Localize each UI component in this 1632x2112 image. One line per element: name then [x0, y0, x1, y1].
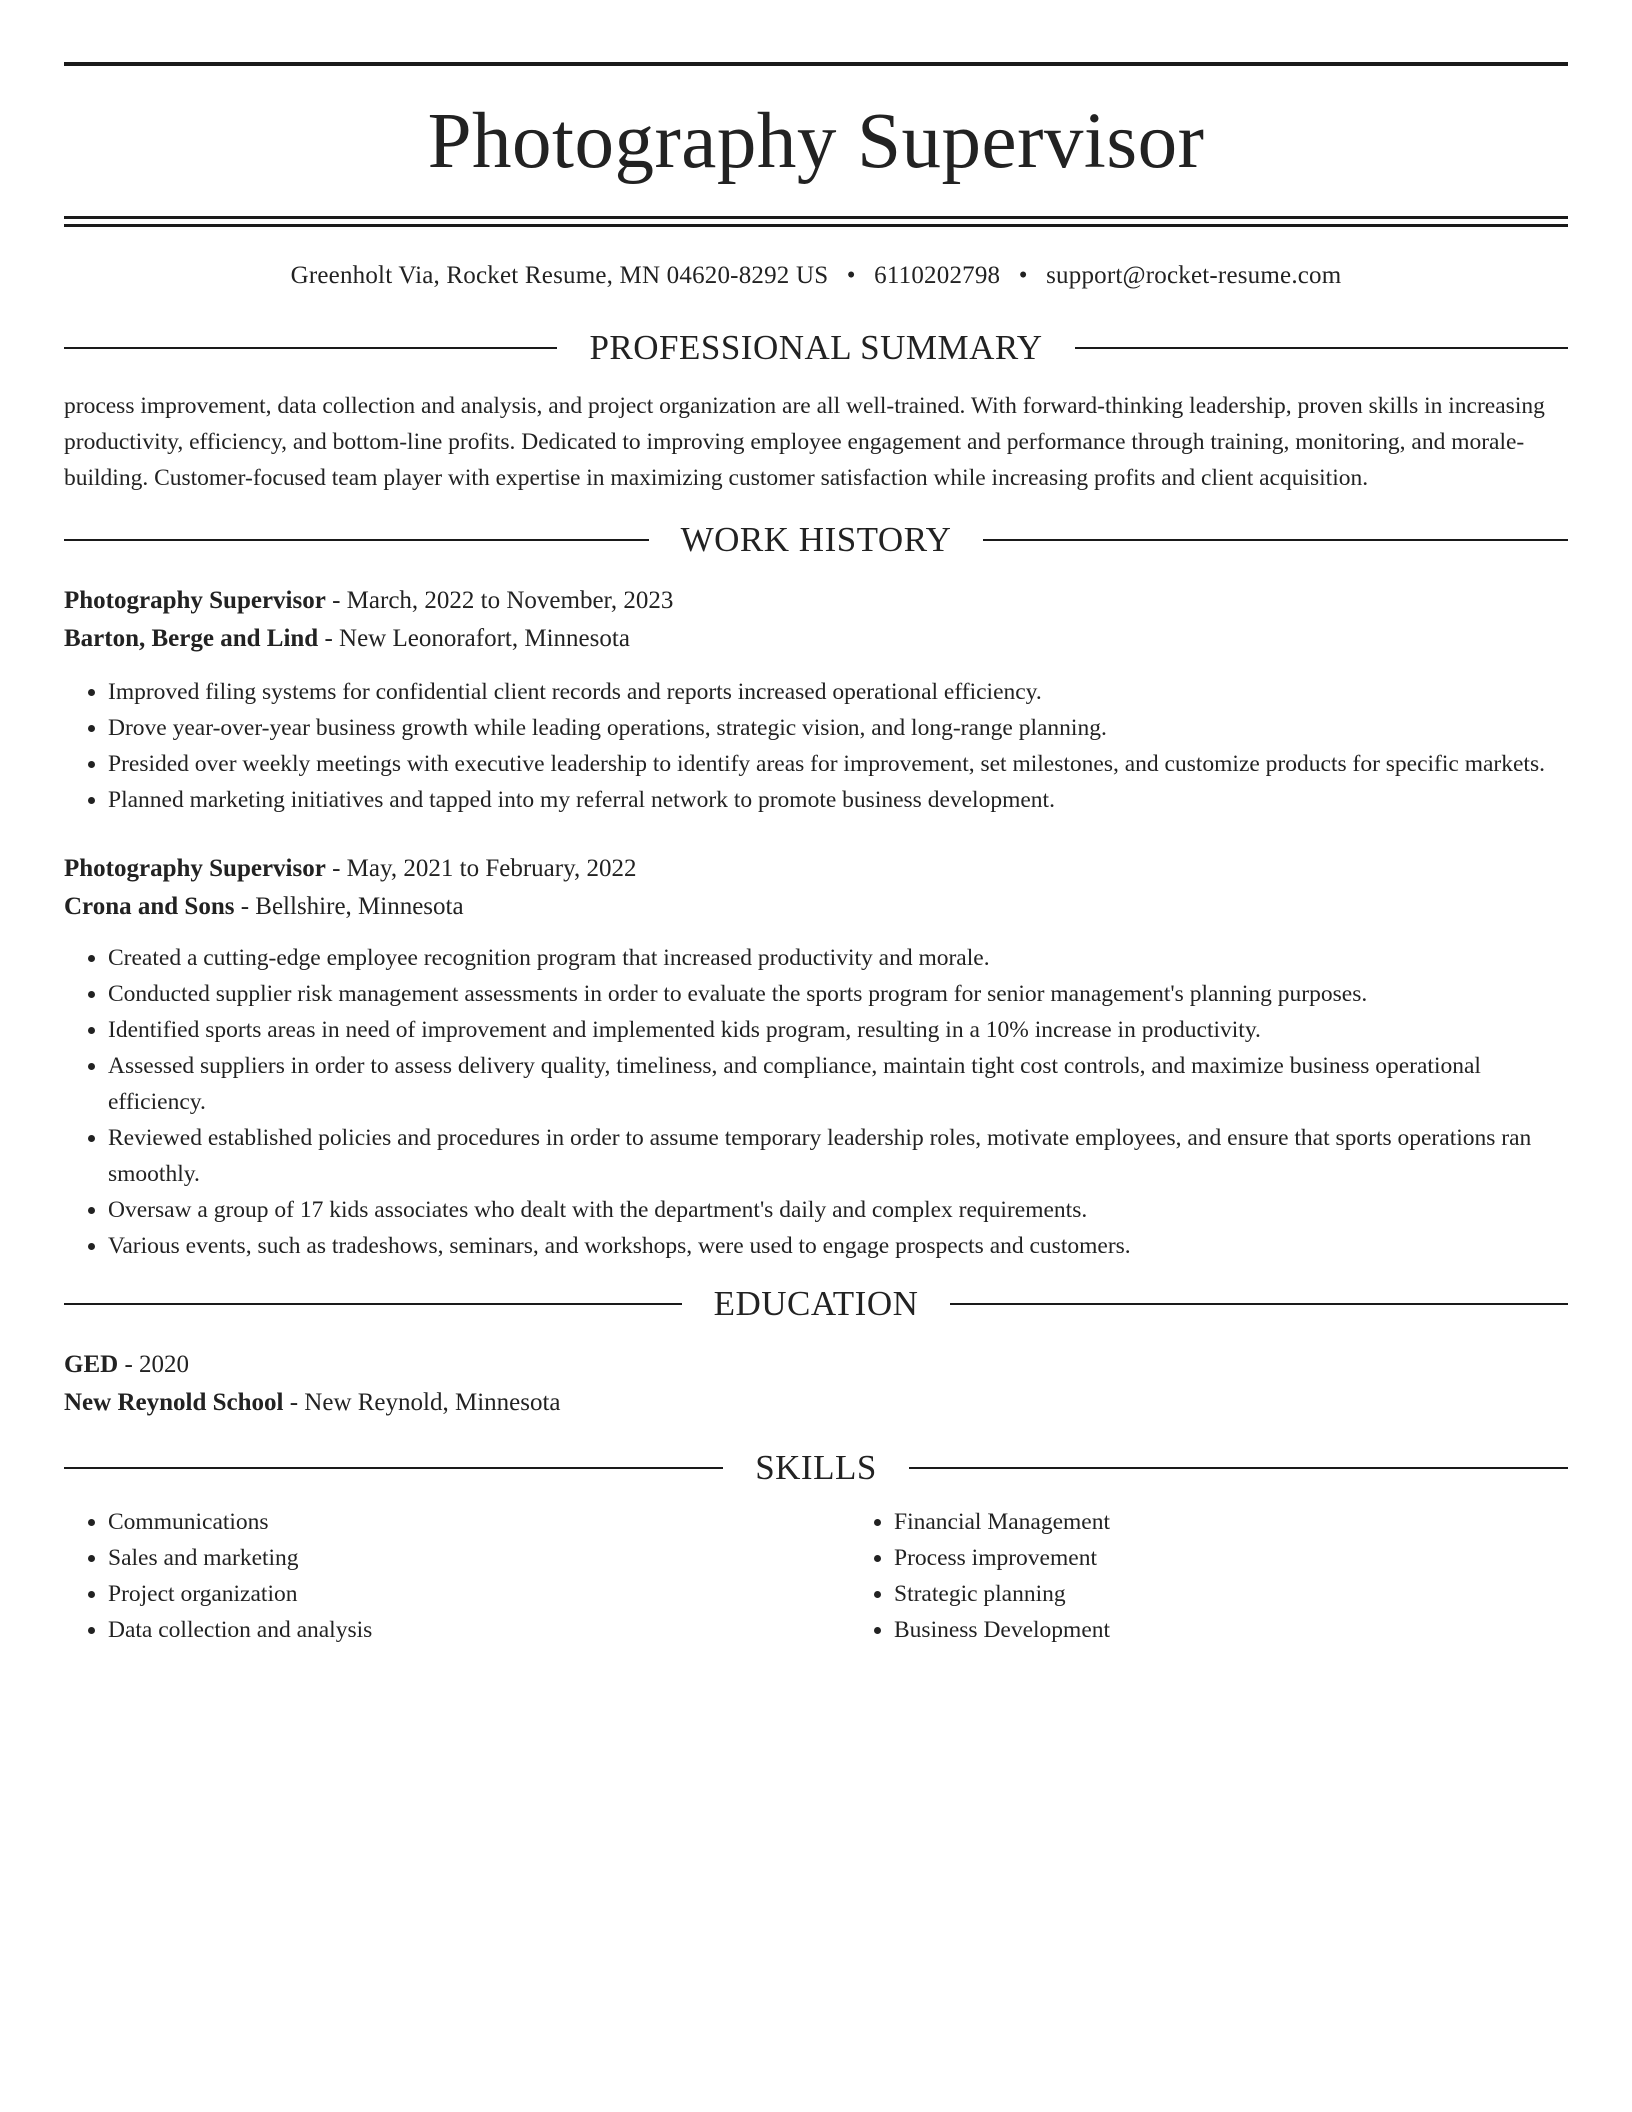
education-heading [64, 1282, 1568, 1326]
degree: GED [64, 1351, 119, 1378]
job-bullet: • Planned marketing initiatives and tapped into my referral network to promote business development. [108, 782, 1568, 818]
skill-item: • Project organization [108, 1576, 850, 1612]
heading-rule [64, 1467, 723, 1469]
heading-rule [64, 347, 557, 349]
heading-rule [950, 1303, 1568, 1305]
job-bullet: • Improved filing systems for confidential client records and reports increased operational efficiency. [108, 674, 1568, 710]
job-entry [64, 850, 1568, 1264]
job-title: Photography Supervisor [64, 587, 326, 614]
job-bullet: • Conducted supplier risk management assessments in order to evaluate the sports program for senior management's planning purposes. [108, 976, 1568, 1012]
education-entry [64, 1346, 1568, 1422]
contact-separator: • [846, 262, 856, 289]
skills-list-left [64, 1504, 850, 1648]
job-entry [64, 582, 1568, 818]
top-rule [64, 62, 1568, 66]
job-dates: - March, 2022 to November, 2023 [325, 587, 674, 614]
education-heading-label: EDUCATION [713, 1284, 919, 1323]
contact-phone: 6110202798 [874, 262, 1001, 289]
school-line [64, 1384, 1568, 1422]
heading-rule [64, 539, 649, 541]
job-bullets [64, 674, 1568, 818]
job-company-line [64, 620, 1568, 658]
resume-title: Photography Supervisor [427, 98, 1205, 185]
job-title: Photography Supervisor [64, 855, 326, 882]
work-history-heading-label: WORK HISTORY [680, 520, 952, 559]
skills-list-right [850, 1504, 1632, 1648]
skill-item: • Strategic planning [894, 1576, 1632, 1612]
skill-item: • Communications [108, 1504, 850, 1540]
heading-rule [64, 1303, 682, 1305]
degree-line [64, 1346, 1568, 1384]
title-double-rule [64, 216, 1568, 227]
summary-text: process improvement, data collection and analysis, and project organization are all well-trained. With forward-thinking leadership, proven skills in increasing productivity, efficiency, and bottom-line profits. Dedicated to improving employee engagement and performance through training, monitoring, and morale-building. Customer-focused team player with expertise in maximizing customer satisfaction while increasing profits and client acquisition. [64, 393, 1545, 491]
contact-separator: • [1018, 262, 1028, 289]
job-bullet: • Assessed suppliers in order to assess delivery quality, timeliness, and compliance, maintain tight cost controls, and maximize business operational efficiency. [108, 1048, 1568, 1120]
skill-item: • Sales and marketing [108, 1540, 850, 1576]
heading-rule [1075, 347, 1568, 349]
job-location: - New Leonorafort, Minnesota [318, 625, 630, 652]
skill-item: • Financial Management [894, 1504, 1632, 1540]
job-bullet: • Reviewed established policies and procedures in order to assume temporary leadership roles, motivate employees, and ensure that sports operations ran smoothly. [108, 1120, 1568, 1192]
job-title-line [64, 582, 1568, 620]
job-location: - Bellshire, Minnesota [234, 893, 464, 920]
school-name: New Reynold School [64, 1389, 284, 1416]
job-bullet: • Identified sports areas in need of improvement and implemented kids program, resulting in a 10% increase in productivity. [108, 1012, 1568, 1048]
contact-email: support@rocket-resume.com [1046, 262, 1342, 289]
skill-item: • Process improvement [894, 1540, 1632, 1576]
degree-year: - 2020 [118, 1351, 190, 1378]
skill-item: • Business Development [894, 1612, 1632, 1648]
contact-line [64, 260, 1568, 292]
summary-heading-label: PROFESSIONAL SUMMARY [589, 328, 1043, 367]
job-company-line [64, 888, 1568, 926]
skill-item: • Data collection and analysis [108, 1612, 850, 1648]
work-history-heading [64, 518, 1568, 562]
heading-rule [909, 1467, 1568, 1469]
job-bullet: • Created a cutting-edge employee recognition program that increased productivity and morale. [108, 940, 1568, 976]
job-dates: - May, 2021 to February, 2022 [325, 855, 637, 882]
job-bullet: • Oversaw a group of 17 kids associates who dealt with the department's daily and complex requirements. [108, 1192, 1568, 1228]
job-company: Crona and Sons [64, 893, 235, 920]
job-bullets [64, 940, 1568, 1264]
contact-address: Greenholt Via, Rocket Resume, MN 04620-8292 US [290, 262, 829, 289]
job-bullet: • Various events, such as tradeshows, seminars, and workshops, were used to engage prospects and customers. [108, 1228, 1568, 1264]
job-title-line [64, 850, 1568, 888]
school-location: - New Reynold, Minnesota [283, 1389, 561, 1416]
summary-heading [64, 326, 1568, 370]
job-company: Barton, Berge and Lind [64, 625, 319, 652]
skills-heading-label: SKILLS [755, 1448, 877, 1487]
job-bullet: • Drove year-over-year business growth while leading operations, strategic vision, and long-range planning. [108, 710, 1568, 746]
skills-heading [64, 1446, 1568, 1490]
job-bullet: • Presided over weekly meetings with executive leadership to identify areas for improvement, set milestones, and customize products for specific markets. [108, 746, 1568, 782]
skills-columns [64, 1504, 1568, 1648]
heading-rule [983, 539, 1568, 541]
